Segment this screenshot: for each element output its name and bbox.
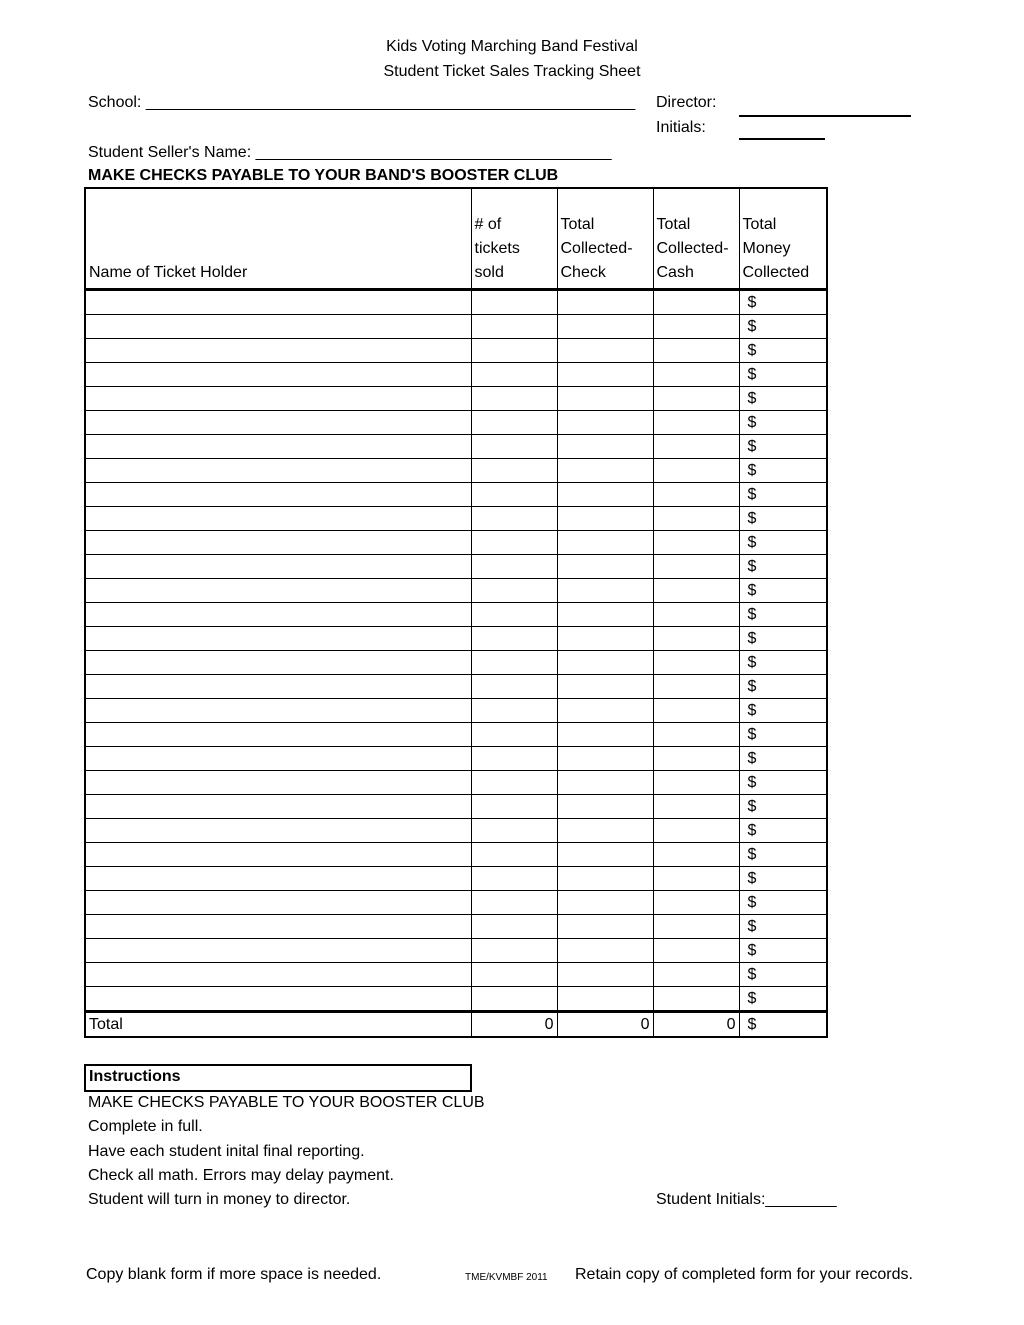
ticket-holder-cell[interactable] [85, 675, 471, 699]
table-row [85, 483, 827, 507]
initials-label: Initials: [656, 119, 706, 136]
collected-cash-cell[interactable] [653, 891, 739, 915]
tickets-sold-cell[interactable] [471, 723, 557, 747]
instruction-line: Student will turn in money to director. [88, 1191, 351, 1208]
ticket-holder-cell[interactable] [85, 963, 471, 987]
ticket-holder-cell[interactable] [85, 939, 471, 963]
money-collected-cell[interactable]: $ [739, 699, 827, 723]
tickets-sold-cell[interactable] [471, 699, 557, 723]
money-collected-cell[interactable]: $ [739, 387, 827, 411]
retain-note: Retain copy of completed form for your records. [575, 1266, 913, 1283]
ticket-holder-cell[interactable] [85, 867, 471, 891]
tickets-sold-cell[interactable] [471, 675, 557, 699]
collected-cash-cell[interactable] [653, 555, 739, 579]
collected-cash-cell[interactable] [653, 747, 739, 771]
ticket-holder-cell[interactable] [85, 819, 471, 843]
table-row [85, 531, 827, 555]
table-row [85, 891, 827, 915]
header-tickets-sold: # of tickets sold [471, 188, 557, 290]
tickets-sold-cell[interactable] [471, 363, 557, 387]
table-row [85, 363, 827, 387]
money-collected-cell[interactable]: $ [739, 891, 827, 915]
collected-check-cell[interactable] [557, 891, 653, 915]
collected-cash-cell[interactable] [653, 651, 739, 675]
tickets-sold-cell[interactable] [471, 795, 557, 819]
collected-check-cell[interactable] [557, 363, 653, 387]
ticket-holder-cell[interactable] [85, 795, 471, 819]
ticket-holder-cell[interactable] [85, 723, 471, 747]
tickets-sold-cell[interactable] [471, 963, 557, 987]
header-collected-cash: Total Collected- Cash [653, 188, 739, 290]
tickets-sold-cell[interactable] [471, 939, 557, 963]
tickets-sold-cell[interactable] [471, 531, 557, 555]
money-collected-cell[interactable]: $ [739, 915, 827, 939]
ticket-holder-cell[interactable] [85, 987, 471, 1012]
money-collected-cell[interactable]: $ [739, 411, 827, 435]
table-row [85, 579, 827, 603]
money-collected-cell[interactable]: $ [739, 939, 827, 963]
ticket-holder-cell[interactable] [85, 579, 471, 603]
table-row [85, 315, 827, 339]
table-row [85, 507, 827, 531]
collected-check-cell[interactable] [557, 819, 653, 843]
director-label: Director: [656, 94, 717, 111]
table-row [85, 411, 827, 435]
collected-cash-cell[interactable] [653, 915, 739, 939]
collected-check-cell[interactable] [557, 867, 653, 891]
total-label: Total [85, 1012, 471, 1038]
initials-line[interactable] [739, 138, 825, 140]
tickets-sold-cell[interactable] [471, 579, 557, 603]
tickets-sold-cell[interactable] [471, 843, 557, 867]
tickets-sold-cell[interactable] [471, 435, 557, 459]
tickets-sold-cell[interactable] [471, 915, 557, 939]
total-money: $ [739, 1012, 827, 1038]
table-row [85, 339, 827, 363]
header-ticket-holder: Name of Ticket Holder [85, 188, 471, 290]
tickets-sold-cell[interactable] [471, 290, 557, 315]
money-collected-cell[interactable]: $ [739, 987, 827, 1012]
money-collected-cell[interactable]: $ [739, 483, 827, 507]
ticket-holder-cell[interactable] [85, 651, 471, 675]
collected-check-cell[interactable] [557, 747, 653, 771]
ticket-holder-cell[interactable] [85, 435, 471, 459]
money-collected-cell[interactable]: $ [739, 531, 827, 555]
ticket-holder-cell[interactable] [85, 339, 471, 363]
total-row [85, 1012, 827, 1038]
collected-check-cell[interactable] [557, 675, 653, 699]
form-code: TME/KVMBF 2011 [465, 1272, 548, 1283]
collected-check-cell[interactable] [557, 843, 653, 867]
collected-cash-cell[interactable] [653, 627, 739, 651]
table-row [85, 387, 827, 411]
collected-check-cell[interactable] [557, 603, 653, 627]
header-collected-check: Total Collected- Check [557, 188, 653, 290]
ticket-holder-cell[interactable] [85, 771, 471, 795]
money-collected-cell[interactable]: $ [739, 963, 827, 987]
money-collected-cell[interactable]: $ [739, 435, 827, 459]
table-row [85, 603, 827, 627]
table-row [85, 987, 827, 1012]
collected-cash-cell[interactable] [653, 603, 739, 627]
collected-check-cell[interactable] [557, 435, 653, 459]
collected-check-cell[interactable] [557, 483, 653, 507]
tickets-sold-cell[interactable] [471, 747, 557, 771]
checks-notice: MAKE CHECKS PAYABLE TO YOUR BAND'S BOOSTER CLUB [88, 167, 559, 184]
table-row [85, 867, 827, 891]
money-collected-cell[interactable]: $ [739, 795, 827, 819]
tickets-sold-cell[interactable] [471, 867, 557, 891]
money-collected-cell[interactable]: $ [739, 555, 827, 579]
table-row [85, 459, 827, 483]
money-collected-cell[interactable]: $ [739, 747, 827, 771]
collected-check-cell[interactable] [557, 987, 653, 1012]
collected-check-cell[interactable] [557, 290, 653, 315]
table-header-row [85, 188, 827, 290]
ticket-holder-cell[interactable] [85, 891, 471, 915]
ticket-holder-cell[interactable] [85, 459, 471, 483]
ticket-holder-cell[interactable] [85, 555, 471, 579]
ticket-holder-cell[interactable] [85, 411, 471, 435]
table-row [85, 290, 827, 315]
collected-check-cell[interactable] [557, 699, 653, 723]
table-row [85, 675, 827, 699]
instruction-line: Have each student inital final reporting. [88, 1143, 365, 1160]
money-collected-cell[interactable]: $ [739, 603, 827, 627]
collected-check-cell[interactable] [557, 723, 653, 747]
money-collected-cell[interactable]: $ [739, 819, 827, 843]
table-row [85, 435, 827, 459]
tickets-sold-cell[interactable] [471, 459, 557, 483]
tickets-sold-cell[interactable] [471, 315, 557, 339]
money-collected-cell[interactable]: $ [739, 579, 827, 603]
collected-check-cell[interactable] [557, 915, 653, 939]
money-collected-cell[interactable]: $ [739, 651, 827, 675]
tickets-sold-cell[interactable] [471, 771, 557, 795]
ticket-holder-cell[interactable] [85, 627, 471, 651]
tickets-sold-cell[interactable] [471, 603, 557, 627]
money-collected-cell[interactable]: $ [739, 771, 827, 795]
tickets-sold-cell[interactable] [471, 891, 557, 915]
money-collected-cell[interactable]: $ [739, 627, 827, 651]
header-money-collected: Total Money Collected [739, 188, 827, 290]
table-row [85, 747, 827, 771]
director-line[interactable] [739, 115, 911, 117]
table-row [85, 555, 827, 579]
ticket-holder-cell[interactable] [85, 363, 471, 387]
money-collected-cell[interactable]: $ [739, 290, 827, 315]
table-row [85, 795, 827, 819]
money-collected-cell[interactable]: $ [739, 867, 827, 891]
money-collected-cell[interactable]: $ [739, 363, 827, 387]
ticket-holder-cell[interactable] [85, 387, 471, 411]
collected-cash-cell[interactable] [653, 363, 739, 387]
ticket-holder-cell[interactable] [85, 747, 471, 771]
collected-check-cell[interactable] [557, 627, 653, 651]
copy-note: Copy blank form if more space is needed. [86, 1266, 382, 1283]
money-collected-cell[interactable]: $ [739, 315, 827, 339]
collected-cash-cell[interactable] [653, 411, 739, 435]
seller-name-field[interactable]: Student Seller's Name: ________________________________________ [88, 144, 612, 161]
table-row [85, 963, 827, 987]
instruction-line: MAKE CHECKS PAYABLE TO YOUR BOOSTER CLUB [88, 1094, 485, 1111]
collected-check-cell[interactable] [557, 387, 653, 411]
table-row [85, 843, 827, 867]
collected-cash-cell[interactable] [653, 987, 739, 1012]
money-collected-cell[interactable]: $ [739, 507, 827, 531]
tickets-sold-cell[interactable] [471, 507, 557, 531]
collected-cash-cell[interactable] [653, 459, 739, 483]
ticket-holder-cell[interactable] [85, 507, 471, 531]
table-row [85, 771, 827, 795]
collected-check-cell[interactable] [557, 339, 653, 363]
collected-cash-cell[interactable] [653, 483, 739, 507]
table-row [85, 819, 827, 843]
instruction-line: Check all math. Errors may delay payment. [88, 1167, 394, 1184]
tickets-sold-cell[interactable] [471, 627, 557, 651]
tickets-sold-cell[interactable] [471, 411, 557, 435]
ticket-holder-cell[interactable] [85, 915, 471, 939]
ticket-holder-cell[interactable] [85, 699, 471, 723]
collected-cash-cell[interactable] [653, 963, 739, 987]
table-row [85, 627, 827, 651]
collected-cash-cell[interactable] [653, 723, 739, 747]
collected-cash-cell[interactable] [653, 843, 739, 867]
collected-check-cell[interactable] [557, 507, 653, 531]
total-check: 0 [557, 1012, 653, 1038]
money-collected-cell[interactable]: $ [739, 675, 827, 699]
school-field[interactable]: School: _______________________________________________________ [88, 94, 636, 111]
ticket-holder-cell[interactable] [85, 531, 471, 555]
table-row [85, 651, 827, 675]
money-collected-cell[interactable]: $ [739, 339, 827, 363]
tickets-sold-cell[interactable] [471, 555, 557, 579]
collected-cash-cell[interactable] [653, 819, 739, 843]
collected-cash-cell[interactable] [653, 531, 739, 555]
collected-cash-cell[interactable] [653, 699, 739, 723]
collected-check-cell[interactable] [557, 459, 653, 483]
table-row [85, 699, 827, 723]
tickets-sold-cell[interactable] [471, 387, 557, 411]
collected-cash-cell[interactable] [653, 315, 739, 339]
collected-cash-cell[interactable] [653, 290, 739, 315]
collected-cash-cell[interactable] [653, 771, 739, 795]
ticket-holder-cell[interactable] [85, 315, 471, 339]
student-initials-field[interactable]: Student Initials:________ [656, 1191, 837, 1208]
collected-check-cell[interactable] [557, 771, 653, 795]
collected-check-cell[interactable] [557, 411, 653, 435]
ticket-holder-cell[interactable] [85, 290, 471, 315]
collected-check-cell[interactable] [557, 939, 653, 963]
collected-cash-cell[interactable] [653, 939, 739, 963]
ticket-holder-cell[interactable] [85, 603, 471, 627]
ticket-holder-cell[interactable] [85, 843, 471, 867]
collected-check-cell[interactable] [557, 531, 653, 555]
collected-check-cell[interactable] [557, 795, 653, 819]
collected-cash-cell[interactable] [653, 795, 739, 819]
total-cash: 0 [653, 1012, 739, 1038]
collected-check-cell[interactable] [557, 315, 653, 339]
collected-check-cell[interactable] [557, 579, 653, 603]
collected-check-cell[interactable] [557, 651, 653, 675]
tickets-sold-cell[interactable] [471, 651, 557, 675]
collected-cash-cell[interactable] [653, 579, 739, 603]
tickets-sold-cell[interactable] [471, 987, 557, 1012]
collected-cash-cell[interactable] [653, 339, 739, 363]
tickets-sold-cell[interactable] [471, 819, 557, 843]
collected-check-cell[interactable] [557, 963, 653, 987]
instruction-line: Complete in full. [88, 1118, 203, 1135]
money-collected-cell[interactable]: $ [739, 843, 827, 867]
form-title: Kids Voting Marching Band Festival [386, 38, 638, 55]
money-collected-cell[interactable]: $ [739, 723, 827, 747]
collected-cash-cell[interactable] [653, 867, 739, 891]
tickets-sold-cell[interactable] [471, 339, 557, 363]
form-subtitle: Student Ticket Sales Tracking Sheet [383, 63, 641, 80]
table-row [85, 939, 827, 963]
instructions-heading: Instructions [89, 1068, 181, 1085]
collected-check-cell[interactable] [557, 555, 653, 579]
table-row [85, 915, 827, 939]
collected-cash-cell[interactable] [653, 435, 739, 459]
total-tickets: 0 [471, 1012, 557, 1038]
instructions-heading-box [84, 1064, 472, 1092]
collected-cash-cell[interactable] [653, 507, 739, 531]
tickets-sold-cell[interactable] [471, 483, 557, 507]
collected-cash-cell[interactable] [653, 675, 739, 699]
ticket-holder-cell[interactable] [85, 483, 471, 507]
table-row [85, 723, 827, 747]
money-collected-cell[interactable]: $ [739, 459, 827, 483]
ticket-sales-table [84, 187, 828, 1038]
collected-cash-cell[interactable] [653, 387, 739, 411]
